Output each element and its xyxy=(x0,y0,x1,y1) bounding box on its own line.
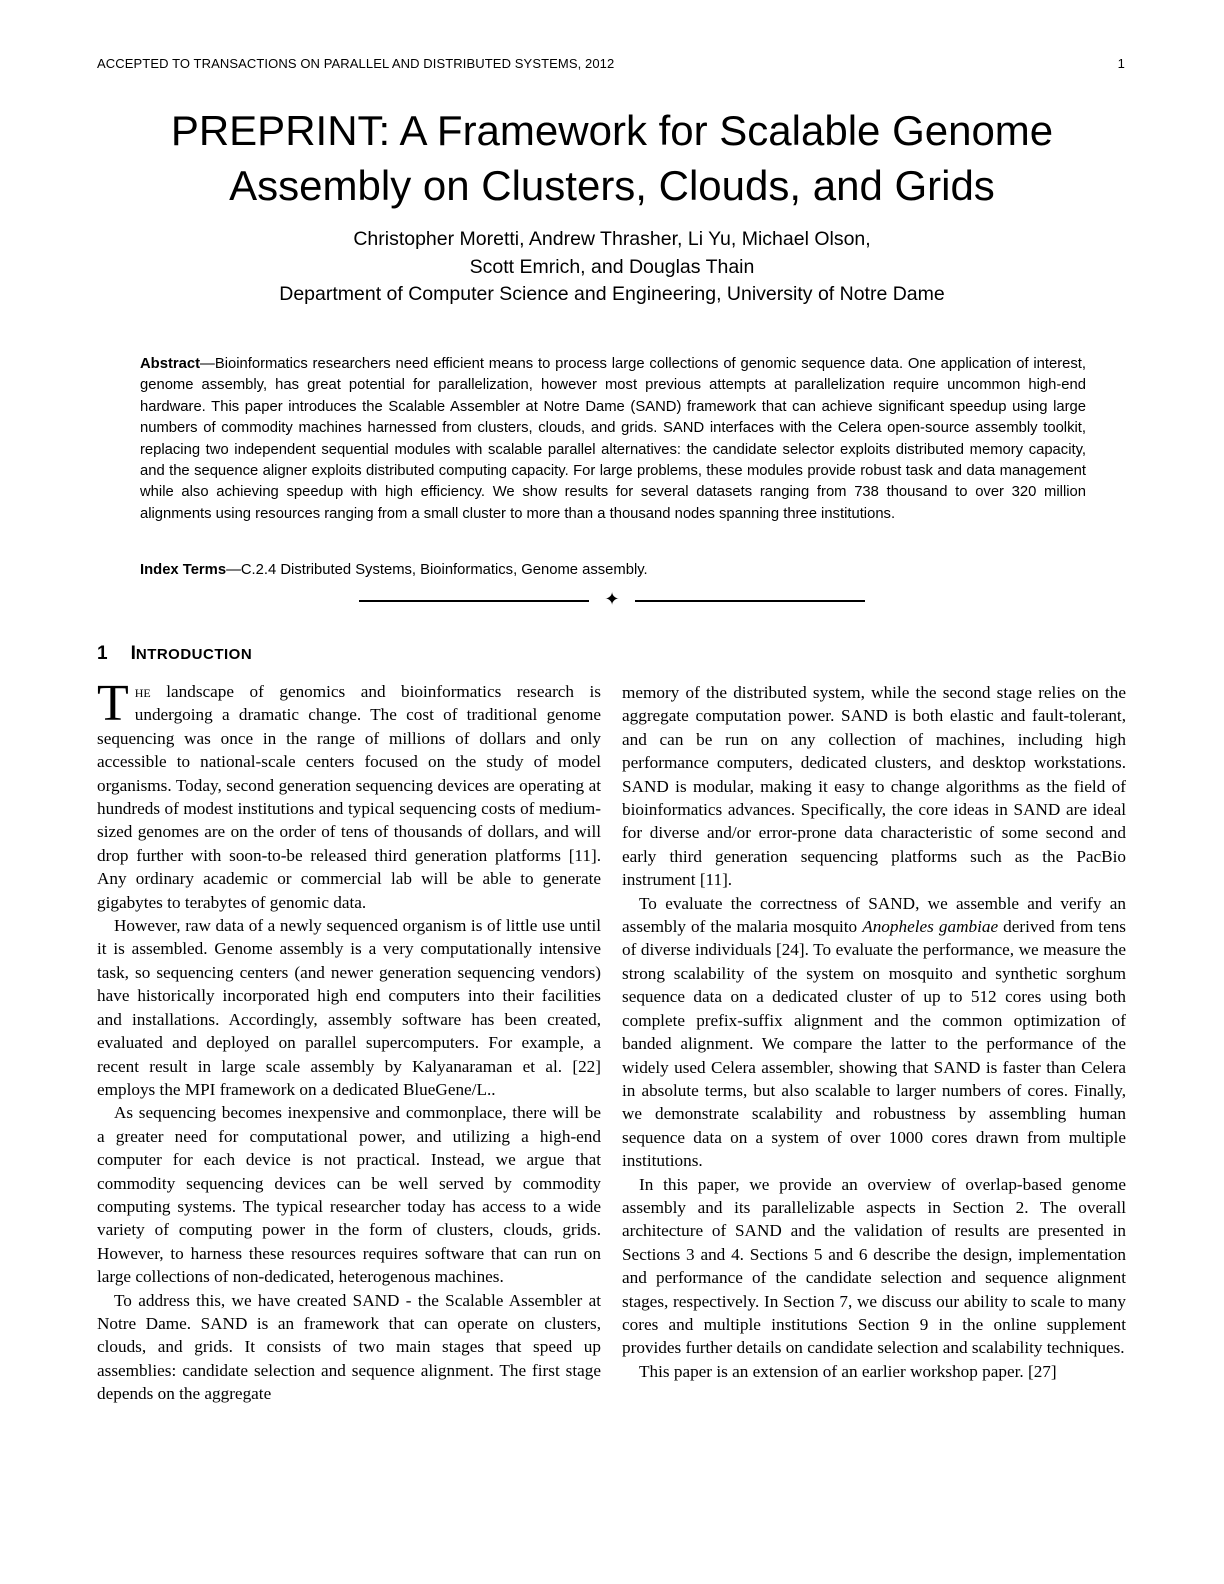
index-terms-text: —C.2.4 Distributed Systems, Bioinformatics, Genome assembly. xyxy=(226,562,648,578)
section-1-heading xyxy=(97,641,601,667)
abstract-label: Abstract xyxy=(140,356,201,372)
section-number: 1 xyxy=(97,643,108,664)
intro-paragraph-8: This paper is an extension of an earlier workshop paper. [27] xyxy=(639,1361,1057,1381)
species-name-italic: Anopheles gambiae xyxy=(862,917,999,937)
small-caps-lead: he xyxy=(134,682,151,701)
running-head xyxy=(97,56,1125,71)
author-line-1: Christopher Moretti, Andrew Thrasher, Li Yu, Michael Olson, xyxy=(353,228,871,250)
author-block xyxy=(0,226,1224,309)
paragraph-text: derived from tens of diverse individuals [24]. To evaluate the performance, we measure the strong scalability of the system on mosquito and synthetic sorghum sequence data on a dedicated cluster of up to 512 cores using both complete prefix-suffix alignment and the common optimization of banded alignment. We compare the latter to the performance of the widely used Celera assembler, showing that SAND is faster than Celera in absolute terms, but also scalable to larger numbers of cores. Finally, we demonstrate scalability and robustness by assembling human sequence data on a system of over 1000 cores drawn from multiple institutions. xyxy=(622,917,1126,1171)
title-block xyxy=(0,103,1224,309)
body-columns xyxy=(97,641,1127,1406)
abstract-text: —Bioinformatics researchers need efficient means to process large collections of genomic sequence data. One application of interest, genome assembly, has great potential for parallelization, however most previous attempts at parallelization require uncommon high-end hardware. This paper introduces the Scalable Assembler at Notre Dame (SAND) framework that can achieve significant speedup using large numbers of commodity machines harnessed from clusters, clouds, and grids. SAND interfaces with the Celera open-source assembly toolkit, replacing two independent sequential modules with scalable parallel alternatives: the candidate selector exploits distributed memory capacity, and the sequence aligner exploits distributed computing capacity. For large problems, these modules provide robust task and data management while also achieving speedup with high efficiency. We show results for several datasets ranging from 738 thousand to over 320 million alignments using resources ranging from a small cluster to more than a thousand nodes spanning three institutions. xyxy=(140,356,1086,522)
journal-note: ACCEPTED TO TRANSACTIONS ON PARALLEL AND DISTRIBUTED SYSTEMS, 2012 xyxy=(97,56,615,71)
intro-paragraph-3: As sequencing becomes inexpensive and commonplace, there will be a greater need for computational power, and utilizing a high-end computer for each device is not practical. Instead, we argue that commodity sequencing devices can be well served by commodity computing systems. The typical researcher today has access to a wide variety of computing power in the form of clusters, clouds, grids. However, to harness these resources requires software that can run on large collections of non-dedicated, heterogenous machines. xyxy=(97,1103,601,1287)
drop-cap: T xyxy=(97,675,129,732)
section-title-rest: NTRODUCTION xyxy=(135,646,253,663)
page-number: 1 xyxy=(1117,56,1125,71)
abstract xyxy=(140,354,1086,525)
divider-line-left xyxy=(359,600,589,603)
index-terms xyxy=(140,560,1086,581)
paragraph-text: To evaluate the correctness of SAND, we assemble and verify an assembly of the malaria mosquito xyxy=(622,893,1126,937)
intro-paragraph-6 xyxy=(622,892,1126,1173)
author-line-2: Scott Emrich, and Douglas Thain xyxy=(469,255,755,278)
intro-paragraph-1 xyxy=(97,675,601,914)
divider-line-right xyxy=(635,600,865,603)
intro-paragraph-5: memory of the distributed system, while the second stage relies on the aggregate computation power. SAND is both elastic and fault-tolerant, and can be run on any collection of machines, including high performance computers, dedicated clusters, and desktop workstations. SAND is modular, making it easy to change algorithms as the field of bioinformatics advances. Specifically, the core ideas in SAND are ideal for diverse and/or error-prone data characteristic of some second and early third generation sequencing platforms such as the PacBio instrument [11]. xyxy=(622,683,1126,890)
index-terms-label: Index Terms xyxy=(140,562,227,578)
intro-paragraph-4: To address this, we have created SAND - the Scalable Assembler at Notre Dame. SAND is an framework that can operate on clusters, clouds, and grids. It consists of two main stages that speed up assemblies: candidate selection and sequence alignment. The first stage depends on the aggregate xyxy=(97,1290,601,1404)
right-column xyxy=(622,641,1126,1406)
affiliation: Department of Computer Science and Engineering, University of Notre Dame xyxy=(279,283,945,305)
paper-title: PREPRINT: A Framework for Scalable Genome Assembly on Clusters, Clouds, and Grids xyxy=(170,107,1054,209)
left-column xyxy=(97,641,601,1406)
intro-paragraph-7: In this paper, we provide an overview of overlap-based genome assembly and its parallelizable aspects in Section 2. The overall architecture of SAND and the validation of results are presented in Sections 3 and 4. Sections 5 and 6 describe the design, implementation and performance of the candidate selection and sequence alignment stages, respectively. In Section 7, we discuss our ability to scale to many cores and multiple institutions Section 9 in the online supplement provides further details on candidate selection and scalability techniques. xyxy=(622,1174,1126,1358)
section-divider xyxy=(0,589,1224,610)
four-pointed-star-icon: ✦ xyxy=(604,589,620,610)
paragraph-text: landscape of genomics and bioinformatics research is undergoing a dramatic change. The cost of traditional genome sequencing was once in the range of millions of dollars and only accessible to national-scale centers focused on the study of model organisms. Today, second generation sequencing devices are operating at hundreds of modest institutions and typical sequencing costs of medium-sized genomes are on the order of tens of thousands of dollars, and will drop further with soon-to-be released third generation platforms [11]. Any ordinary academic or commercial lab will be able to generate gigabytes to terabytes of genomic data. xyxy=(97,682,601,912)
intro-paragraph-2: However, raw data of a newly sequenced organism is of little use until it is assembled. Genome assembly is a very computationally intensive task, so sequencing centers (and newer generation sequencing vendors) have historically incorporated high end computers into their facilities and installations. Accordingly, assembly software has been created, evaluated and deployed on parallel supercomputers. For example, a recent result in large scale assembly by Kalyanaraman et al. [22] employs the MPI framework on a dedicated BlueGene/L.. xyxy=(97,916,601,1099)
section-title-initial: I xyxy=(130,643,136,664)
